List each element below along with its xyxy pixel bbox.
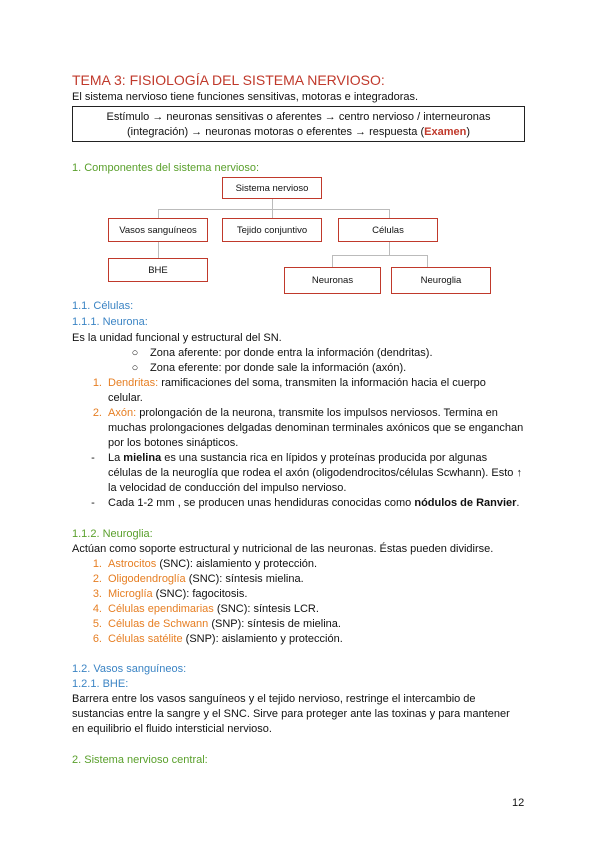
neuroglia-item: 4. Células ependimarias (SNC): síntesis LCR. [92,603,319,615]
circle-item-aferente: ○ Zona aferente: por donde entra la información (dendritas). [131,347,433,359]
exam-tag: Examen [424,126,467,138]
section-2-heading: 2. Sistema nervioso central: [72,754,208,766]
neuroglia-item: 1. Astrocitos (SNC): aislamiento y protección. [92,558,318,570]
node-bhe: BHE [108,258,208,282]
section-1-1-heading: 1.1. Células: [72,300,134,312]
bhe-text-2: sustancias entre la sangre y el SNC. Sirve para proteger ante las toxinas y para mantener [72,708,510,720]
section-1-1-2-heading: 1.1.2. Neuroglia: [72,528,153,540]
list-item-axon-cont-1: muchas prolongaciones delgadas denominan terminales axónicos que se enganchan [108,422,524,434]
node-neuronas: Neuronas [284,267,381,294]
dash-item-ranvier: - Cada 1-2 mm , se producen unas hendiduras conocidas como nódulos de Ranvier. [91,497,520,509]
dash-item-mielina-cont-2: la velocidad de conducción del impulso nervioso. [108,482,347,494]
node-sistema-nervioso: Sistema nervioso [222,177,322,199]
neuroglia-item: 3. Microglía (SNC): fagocitosis. [92,588,248,600]
node-celulas: Células [338,218,438,242]
list-item-axon: 2. Axón: prolongación de la neurona, transmite los impulsos nerviosos. Termina en [92,407,498,419]
node-vasos-sanguineos: Vasos sanguíneos [108,218,208,242]
page-title: TEMA 3: FISIOLOGÍA DEL SISTEMA NERVIOSO: [72,72,385,88]
node-tejido-conjuntivo: Tejido conjuntivo [222,218,322,242]
circle-item-eferente: ○ Zona eferente: por donde sale la información (axón). [131,362,407,374]
flow-line-2: (integración) → neuronas motoras o eferentes → respuesta (Examen) [126,126,471,138]
neurona-definition: Es la unidad funcional y estructural del SN. [72,332,282,344]
flow-line-1: Estímulo → neuronas sensitivas o aferentes → centro nervioso / interneuronas [106,111,491,123]
bhe-text-1: Barrera entre los vasos sanguíneos y el tejido nervioso, restringe el intercambio de [72,693,476,705]
dash-item-mielina: - La mielina es una sustancia rica en lípidos y proteínas producida por algunas [91,452,488,464]
list-item-dendritas-cont: celular. [108,392,143,404]
neuroglia-item: 6. Células satélite (SNP): aislamiento y protección. [92,633,343,645]
section-1-2-heading: 1.2. Vasos sanguíneos: [72,663,187,675]
neuroglia-item: 2. Oligodendroglía (SNC): síntesis mielina. [92,573,304,585]
dash-item-mielina-cont-1: células de la neuroglía que rodea el axón (oligodendrocitos/células Scwhann). Esto ↑ [108,467,522,479]
neuroglia-intro: Actúan como soporte estructural y nutricional de las neuronas. Éstas pueden dividirse. [72,543,494,555]
section-1-1-1-heading: 1.1.1. Neurona: [72,316,148,328]
section-1-heading: 1. Componentes del sistema nervioso: [72,162,260,174]
list-item-axon-cont-2: por los botones sinápticos. [108,437,239,449]
intro-text: El sistema nervioso tiene funciones sensitivas, motoras e integradoras. [72,91,419,103]
list-item-dendritas: 1. Dendritas: ramificaciones del soma, transmiten la información hacia el cuerpo [92,377,486,389]
neuroglia-item: 5. Células de Schwann (SNP): síntesis de mielina. [92,618,341,630]
node-neuroglia: Neuroglia [391,267,491,294]
page-number: 12 [512,797,525,809]
section-1-2-1-heading: 1.2.1. BHE: [72,678,129,690]
flow-box [72,106,525,142]
bhe-text-3: en equilibrio el fluido intersticial nervioso. [72,723,272,735]
